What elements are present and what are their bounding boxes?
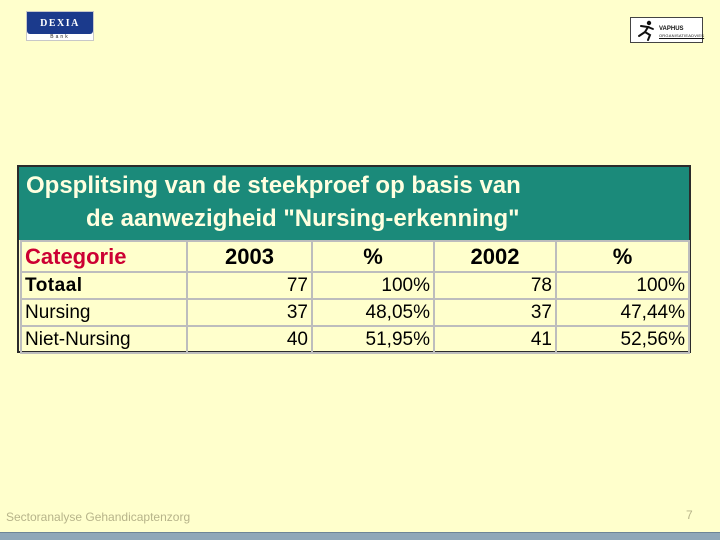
cell-pct2002: 47,44% bbox=[556, 299, 689, 326]
table-header-row bbox=[21, 241, 689, 272]
table-row-nursing bbox=[21, 299, 689, 326]
cell-n2003: 40 bbox=[187, 326, 312, 353]
cell-pct2003: 51,95% bbox=[312, 326, 434, 353]
cell-n2003: 77 bbox=[187, 272, 312, 299]
header-categorie: Categorie bbox=[21, 241, 187, 272]
dexia-logo bbox=[26, 11, 94, 41]
running-figure-icon bbox=[635, 20, 657, 41]
table-title-line-1: Opsplitsing van de steekproef op basis van bbox=[26, 172, 521, 199]
table-row-niet-nursing bbox=[21, 326, 689, 353]
cell-n2002: 78 bbox=[434, 272, 556, 299]
page-number: 7 bbox=[686, 508, 693, 522]
cell-n2002: 37 bbox=[434, 299, 556, 326]
cell-pct2002: 52,56% bbox=[556, 326, 689, 353]
cell-n2003: 37 bbox=[187, 299, 312, 326]
dexia-logo-band bbox=[27, 12, 93, 34]
vaphus-logo bbox=[630, 17, 703, 43]
row-label: Nursing bbox=[21, 299, 187, 326]
vaphus-logo-name: VAPHUS bbox=[659, 26, 684, 32]
dexia-logo-sub: Bank bbox=[50, 34, 70, 40]
cell-pct2003: 100% bbox=[312, 272, 434, 299]
cell-pct2002: 100% bbox=[556, 272, 689, 299]
header-pct-2003: % bbox=[312, 241, 434, 272]
cell-n2002: 41 bbox=[434, 326, 556, 353]
header-2003: 2003 bbox=[187, 241, 312, 272]
sample-breakdown-table-block bbox=[17, 165, 691, 353]
sample-breakdown-table bbox=[20, 240, 690, 354]
vaphus-logo-sub: ORGANISATIEADVIES bbox=[659, 33, 705, 38]
dexia-logo-word: DEXIA bbox=[40, 17, 80, 29]
table-title-band bbox=[19, 167, 689, 240]
row-label: Totaal bbox=[21, 272, 187, 299]
header-2002: 2002 bbox=[434, 241, 556, 272]
table-row-totaal bbox=[21, 272, 689, 299]
header-pct-2002: % bbox=[556, 241, 689, 272]
table-title-line-2: de aanwezigheid "Nursing-erkenning" bbox=[86, 205, 520, 232]
bottom-bar bbox=[0, 532, 720, 540]
cell-pct2003: 48,05% bbox=[312, 299, 434, 326]
footer-title: Sectoranalyse Gehandicaptenzorg bbox=[6, 510, 191, 524]
row-label: Niet-Nursing bbox=[21, 326, 187, 353]
